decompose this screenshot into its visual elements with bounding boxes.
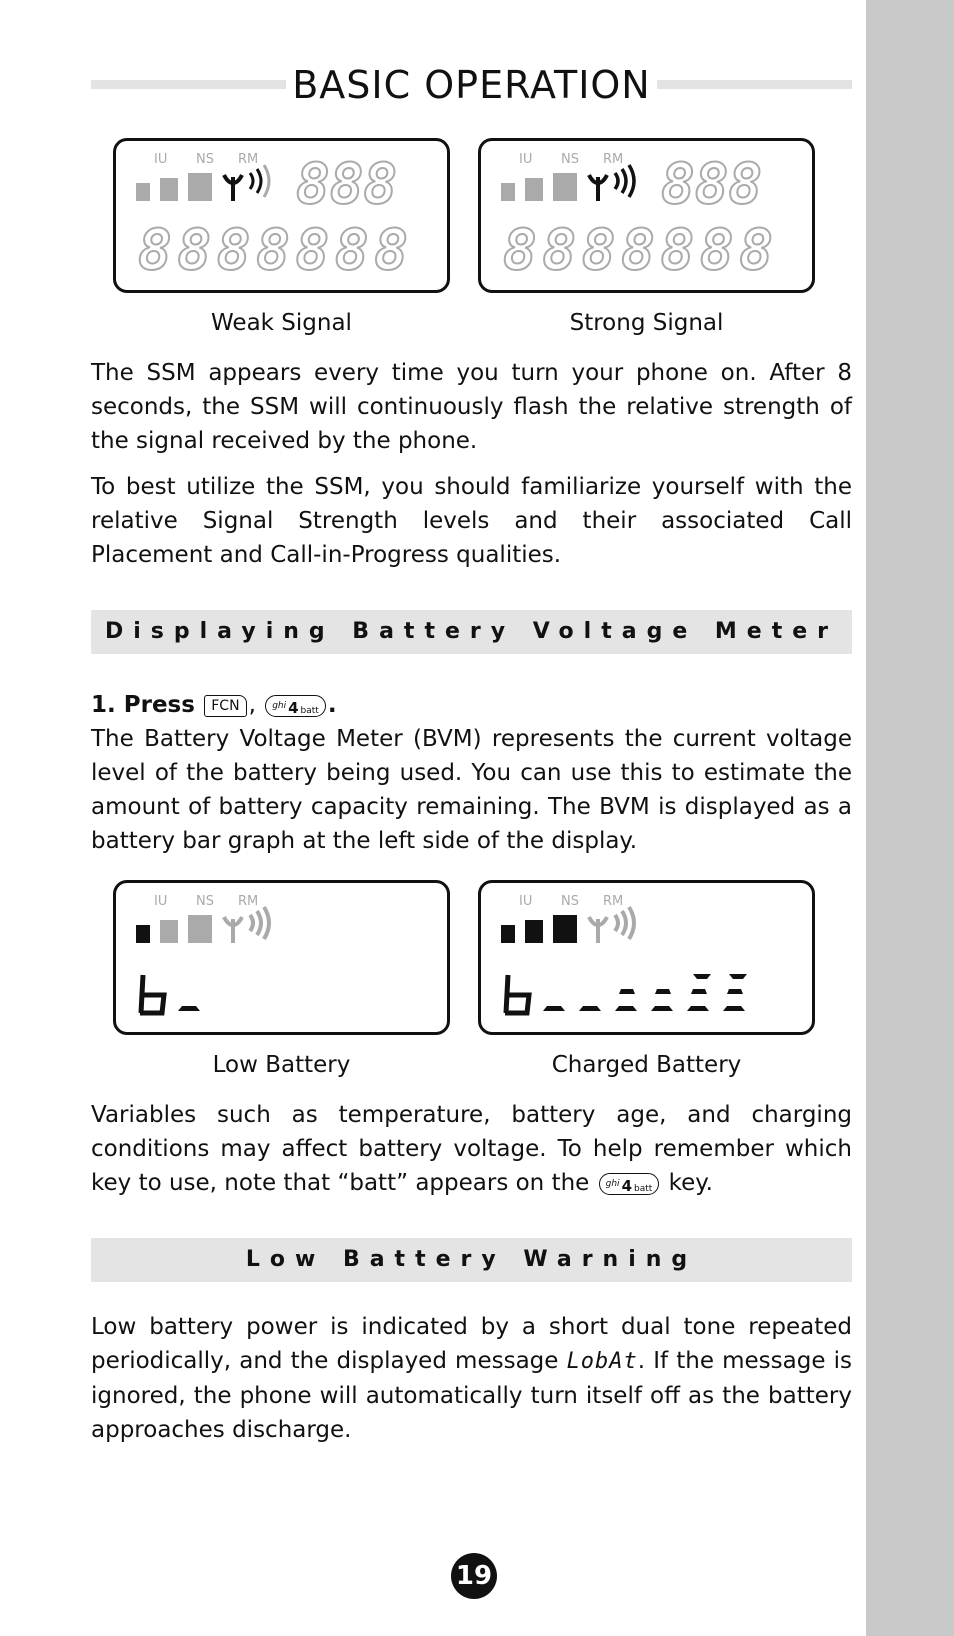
indicator-iu: IU [154, 152, 168, 167]
lobat-message: LobAt [566, 1349, 638, 1374]
battery-meter-glyph-b [140, 975, 164, 1013]
low-battery-text-before: Low battery power is indicated by a short dual tone repeated periodically, and the displayed message [91, 1314, 852, 1374]
low-battery-text-after: . If the message is ignored, the phone will automatically turn itself off as the battery approaches discharge. [91, 1348, 852, 1443]
page-header [91, 56, 852, 112]
battery-bars-icon [501, 173, 577, 201]
battery-meter-segments [543, 974, 747, 1011]
signal-waves-icon [615, 165, 634, 197]
battery-meter-glyph-b [505, 975, 529, 1013]
bvm-para2-text-before: Variables such as temperature, battery age, and charging conditions may affect battery voltage. To help remember which key to use, note that “batt” appears on the [91, 1102, 852, 1196]
antenna-icon [589, 907, 634, 943]
signal-waves-icon [250, 165, 269, 197]
page-title: BASIC OPERATION [286, 63, 657, 107]
antenna-icon [224, 907, 269, 943]
battery-bars-icon [136, 915, 212, 943]
key-ghi-label: ghi [272, 700, 287, 711]
key-4-batt-icon [265, 695, 326, 717]
strong-signal-display [478, 138, 815, 293]
fcn-key-icon: FCN [204, 695, 246, 717]
key-batt-label: batt [300, 705, 319, 716]
battery-meter-segments [178, 1006, 200, 1011]
antenna-icon [224, 175, 242, 201]
battery-bars-icon [136, 173, 212, 201]
page-number: 19 [451, 1553, 497, 1599]
page-side-strip [866, 0, 954, 1636]
weak-signal-lcd-graphic [116, 141, 447, 290]
low-battery-paragraph [91, 1310, 852, 1447]
key-number: 4 [621, 1176, 632, 1195]
ssm-paragraph-2: To best utilize the SSM, you should familiarize yourself with the relative Signal Strength levels and their associated Call Placement and Call-in-Progress qualities. [91, 474, 852, 568]
bvm-section-heading: Displaying Battery Voltage Meter [91, 610, 852, 654]
ssm-paragraph-1: The SSM appears every time you turn your phone on. After 8 seconds, the SSM will continuously flash the relative strength of the signal received by the phone. [91, 360, 852, 454]
indicator-ns: NS [196, 894, 214, 909]
indicator-ns: NS [196, 152, 214, 167]
indicator-ns: NS [561, 894, 579, 909]
segment-digits-bottom [138, 218, 408, 283]
indicator-rm: RM [238, 152, 259, 167]
strong-signal-caption: Strong Signal [569, 310, 724, 336]
low-battery-display [113, 880, 450, 1035]
bvm-para2-text-after: key. [668, 1170, 713, 1196]
charged-battery-display [478, 880, 815, 1035]
key-4-batt-icon [599, 1173, 660, 1195]
bvm-paragraph-2 [91, 1098, 852, 1200]
weak-signal-caption: Weak Signal [211, 310, 352, 336]
bvm-step-1 [91, 688, 337, 722]
svg-text:888: 888 [296, 152, 398, 217]
key-ghi-label: ghi [605, 1178, 620, 1189]
segment-digits-bottom [503, 218, 773, 283]
svg-text:888: 888 [661, 152, 763, 217]
step-label: 1. Press [91, 692, 195, 718]
key-batt-label: batt [634, 1183, 653, 1194]
indicator-rm: RM [238, 894, 259, 909]
antenna-icon [589, 175, 607, 201]
svg-text:8888888: 8888888 [503, 218, 773, 283]
low-battery-caption: Low Battery [212, 1052, 351, 1078]
low-battery-section-heading: Low Battery Warning [91, 1238, 852, 1282]
indicator-rm: RM [603, 152, 624, 167]
step-separator: , [248, 692, 256, 718]
battery-bars-icon [501, 915, 577, 943]
low-battery-lcd-graphic [116, 883, 447, 1032]
key-number: 4 [288, 698, 299, 717]
segment-digits-top [661, 152, 762, 217]
indicator-iu: IU [154, 894, 168, 909]
charged-battery-caption: Charged Battery [551, 1052, 742, 1078]
indicator-iu: IU [519, 894, 533, 909]
charged-battery-lcd-graphic [481, 883, 812, 1032]
indicator-rm: RM [603, 894, 624, 909]
svg-text:8888888: 8888888 [138, 218, 408, 283]
segment-digits-top [296, 152, 397, 217]
step-end: . [327, 692, 337, 718]
weak-signal-display [113, 138, 450, 293]
indicator-iu: IU [519, 152, 533, 167]
strong-signal-lcd-graphic [481, 141, 812, 290]
indicator-ns: NS [561, 152, 579, 167]
bvm-paragraph-1: The Battery Voltage Meter (BVM) represents the current voltage level of the battery being used. You can use this to estimate the amount of battery capacity remaining. The BVM is displayed as a battery bar graph at the left side of the display. [91, 726, 852, 854]
